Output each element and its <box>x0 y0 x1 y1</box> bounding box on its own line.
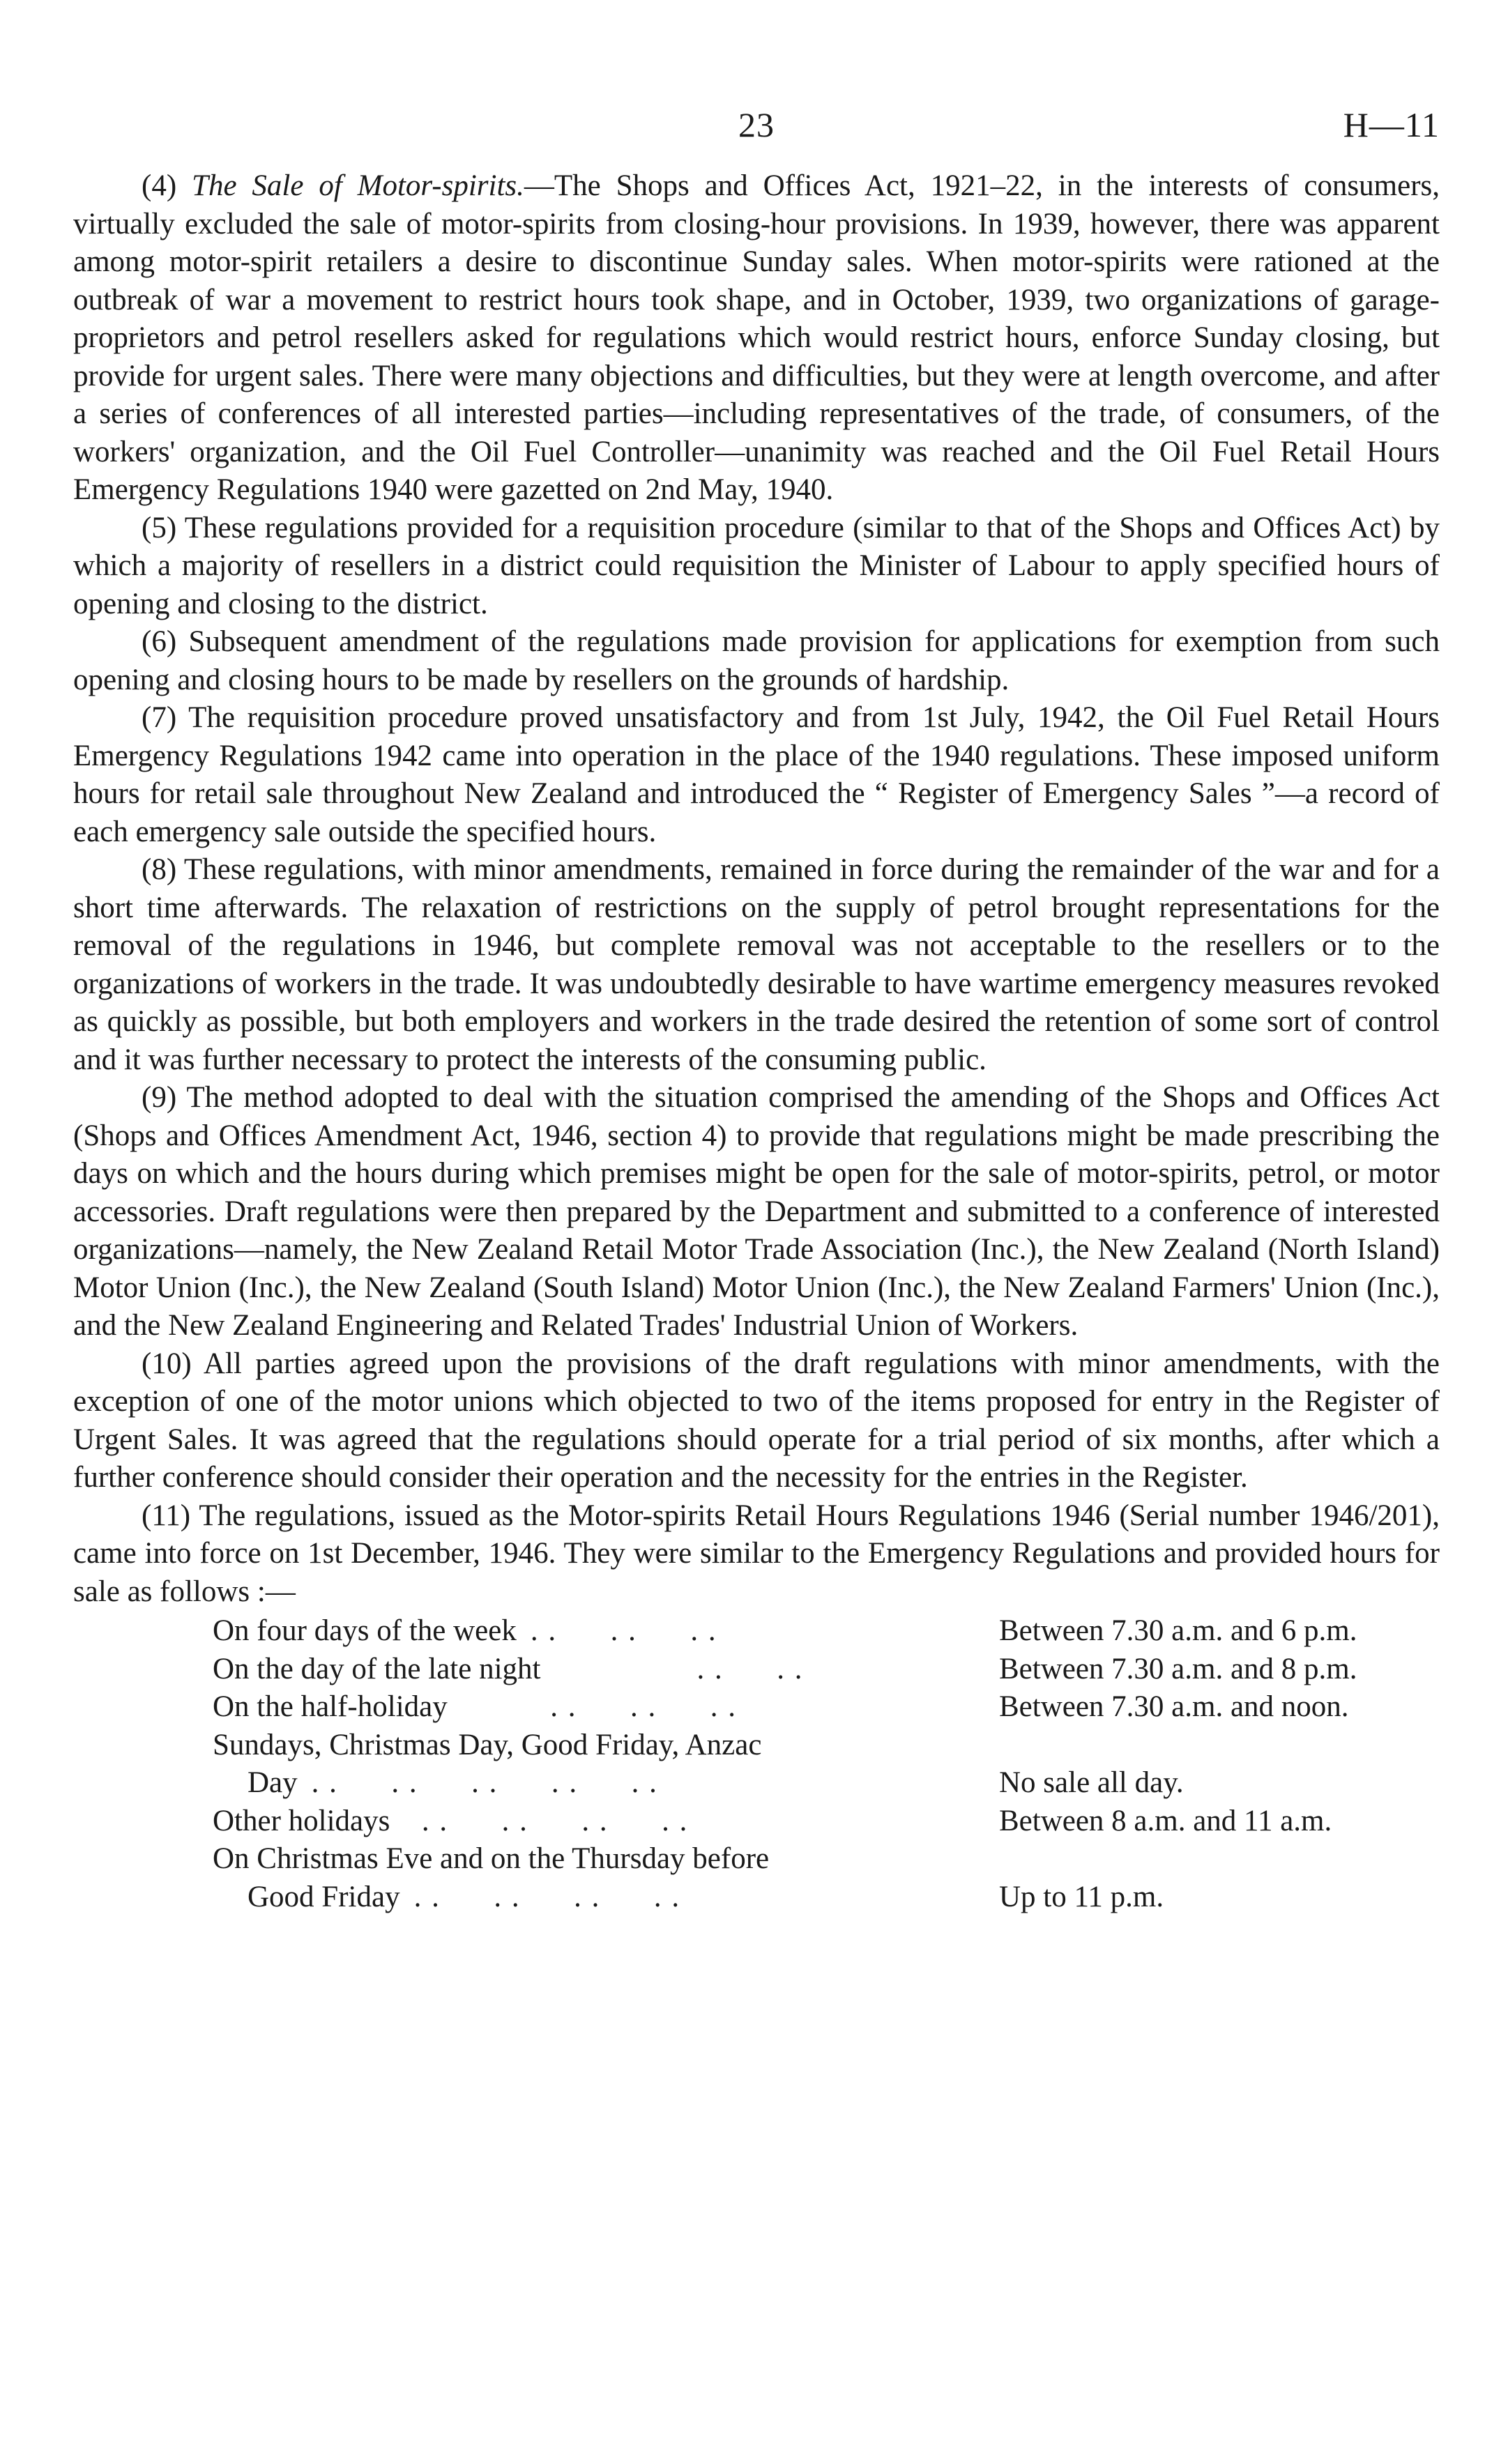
schedule-day-label-continued: Good Friday <box>247 1880 400 1913</box>
paragraph-number: (8) <box>142 853 177 886</box>
schedule-hours: Between 7.30 a.m. and 6 p.m. <box>999 1614 1357 1647</box>
paragraph-number: (11) <box>142 1499 191 1532</box>
paragraph-number: (6) <box>142 625 177 658</box>
page-reference: H—11 <box>1343 105 1440 144</box>
paragraph-text: —The Shops and Offices Act, 1921–22, in the interests of consumers, virtually excluded the sale of motor-spirits from closing-hour provisions. In 1939, however, there was apparent among motor-spirit retailers a desire to discontinue Sunday sales. When motor-spirits were rationed at the outbreak of war a movement to restrict hours took shape, and in October, 1939, two organizations of garage-proprietors and petrol resellers asked for regulations which would restrict hours, enforce Sunday closing, but provide for urgent sales. There were many objections and difficulties, but they were at length overcome, and after a series of conferences of all interested parties—including representatives of the trade, of consumers, of the workers' organization, and the Oil Fuel Controller—unanimity was reached and the Oil Fuel Retail Hours Emergency Regulations 1940 were gazetted on 2nd May, 1940. <box>73 169 1440 506</box>
dot-leaders: . . . . . . <box>461 1690 737 1723</box>
schedule-day-label: On the half-holiday <box>213 1690 448 1723</box>
page-number: 23 <box>738 105 775 144</box>
paragraph-4 <box>73 167 1440 510</box>
schedule-day-label: On Christmas Eve and on the Thursday before <box>213 1842 770 1875</box>
paragraph-9 <box>73 1079 1440 1345</box>
schedule-row <box>213 1803 1440 1841</box>
paragraph-number: (4) <box>142 169 177 202</box>
schedule-row <box>213 1688 1440 1727</box>
paragraph-6 <box>73 623 1440 699</box>
paragraph-number: (7) <box>142 701 177 734</box>
paragraph-text: The requisition procedure proved unsatisfactory and from 1st July, 1942, the Oil Fuel Retail Hours Emergency Regulations 1942 came into operation in the place of the 1940 regulations. These imposed uniform hours for retail sale throughout New Zealand and introduced the “ Register of Emergency Sales ”—a record of each emergency sale outside the specified hours. <box>73 701 1440 848</box>
page-header <box>73 105 1440 167</box>
document-page <box>73 105 1440 1916</box>
paragraph-text: The regulations, issued as the Motor-spirits Retail Hours Regulations 1946 (Serial number 1946/201), came into force on 1st December, 1946. They were similar to the Emergency Regulations and provided hours for sale as follows :— <box>73 1499 1440 1608</box>
dot-leaders: . . . . . . . . . . <box>311 1766 658 1799</box>
paragraph-number: (5) <box>142 511 177 544</box>
paragraph-text: These regulations provided for a requisition procedure (similar to that of the Shops and Offices Act) by which a majority of resellers in a district could requisition the Minister of Labour to apply specified hours of opening and closing to the district. <box>73 511 1440 620</box>
dot-leaders: . . . . . . . . <box>404 1804 689 1837</box>
schedule-day-label: On four days of the week <box>213 1614 517 1647</box>
paragraph-8 <box>73 851 1440 1079</box>
dot-leaders: . . . . . . <box>530 1614 717 1647</box>
paragraph-text: These regulations, with minor amendments, remained in force during the remainder of the war and for a short time afterwards. The relaxation of restrictions on the supply of petrol brought representations for the removal of the regulations in 1946, but complete removal was not acceptable to the resellers or to the organizations of workers in the trade. It was undoubtedly desirable to have wartime emergency measures revoked as quickly as possible, but both employers and workers in the trade desired the retention of some sort of control and it was further necessary to protect the interests of the consuming public. <box>73 853 1440 1076</box>
schedule-day-label: Other holidays <box>213 1804 390 1837</box>
schedule-hours: No sale all day. <box>999 1766 1184 1799</box>
schedule-hours: Up to 11 p.m. <box>999 1880 1164 1913</box>
schedule-row <box>213 1840 1440 1916</box>
schedule-row <box>213 1727 1440 1803</box>
section-heading: The Sale of Motor-spirits. <box>192 169 524 202</box>
schedule-hours: Between 8 a.m. and 11 a.m. <box>999 1804 1332 1837</box>
paragraph-text: The method adopted to deal with the situation comprised the amending of the Shops and Offices Act (Shops and Offices Amendment Act, 1946, section 4) to provide that regulations might be made prescribing the days on which and the hours during which premises might be open for the sale of motor-spirits, petrol, or motor accessories. Draft regulations were then prepared by the Department and submitted to a conference of interested organizations—namely, the New Zealand Retail Motor Trade Association (Inc.), the New Zealand (North Island) Motor Union (Inc.), the New Zealand (South Island) Motor Union (Inc.), the New Zealand Farmers' Union (Inc.), and the New Zealand Engineering and Related Trades' Industrial Union of Workers. <box>73 1081 1440 1342</box>
schedule-day-label-continued: Day <box>247 1766 298 1799</box>
paragraph-number: (9) <box>142 1081 177 1114</box>
paragraph-10 <box>73 1345 1440 1497</box>
paragraph-11 <box>73 1497 1440 1612</box>
paragraph-7 <box>73 699 1440 851</box>
schedule-hours: Between 7.30 a.m. and 8 p.m. <box>999 1652 1357 1685</box>
schedule-day-label: Sundays, Christmas Day, Good Friday, Anzac <box>213 1728 762 1761</box>
paragraph-text: Subsequent amendment of the regulations made provision for applications for exemption from such opening and closing hours to be made by resellers on the grounds of hardship. <box>73 625 1440 696</box>
paragraph-number: (10) <box>142 1347 192 1380</box>
dot-leaders: . . . . . . . . <box>413 1880 681 1913</box>
schedule-day-label: On the day of the late night <box>213 1652 541 1685</box>
schedule-row <box>213 1651 1440 1689</box>
dot-leaders: . . . . <box>554 1652 804 1685</box>
hours-schedule <box>213 1612 1440 1916</box>
schedule-hours: Between 7.30 a.m. and noon. <box>999 1690 1349 1723</box>
paragraph-5 <box>73 510 1440 624</box>
schedule-row <box>213 1612 1440 1651</box>
paragraph-text: All parties agreed upon the provisions of the draft regulations with minor amendments, with the exception of one of the motor unions which objected to two of the items proposed for entry in the Register of Urgent Sales. It was agreed that the regulations should operate for a trial period of six months, after which a further conference should consider their operation and the necessity for the entries in the Register. <box>73 1347 1440 1494</box>
